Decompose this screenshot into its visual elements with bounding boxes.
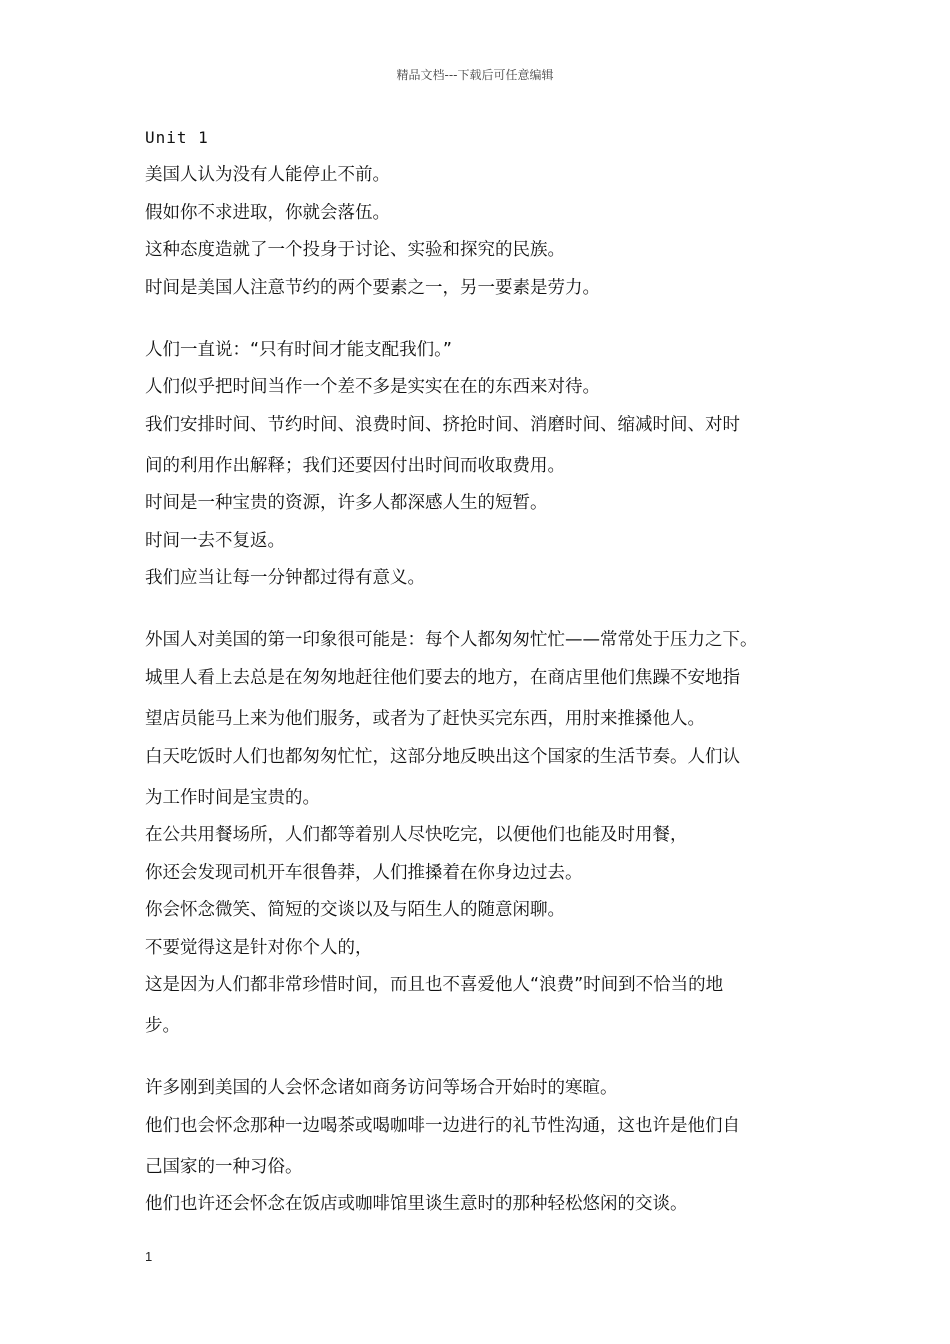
text-line: 这是因为人们都非常珍惜时间，而且也不喜爱他人“浪费”时间到不恰当的地: [145, 975, 724, 995]
text-line: 我们应当让每一分钟都过得有意义。: [145, 568, 425, 588]
text-line: 我们安排时间、节约时间、浪费时间、挤抢时间、消磨时间、缩减时间、对时: [145, 415, 740, 435]
text-line: 己国家的一种习俗。: [145, 1157, 303, 1177]
text-line: 步。: [145, 1016, 180, 1036]
text-line: 美国人认为没有人能停止不前。: [145, 165, 390, 185]
text-line: 白天吃饭时人们也都匆匆忙忙，这部分地反映出这个国家的生活节奏。人们认: [145, 747, 740, 767]
text-line: 许多刚到美国的人会怀念诸如商务访问等场合开始时的寒暄。: [145, 1078, 618, 1098]
text-line: 时间一去不复返。: [145, 531, 285, 551]
text-line: 在公共用餐场所，人们都等着别人尽快吃完，以便他们也能及时用餐，: [145, 825, 688, 845]
page-number: 1: [145, 1249, 153, 1264]
text-line: 间的利用作出解释；我们还要因付出时间而收取费用。: [145, 456, 565, 476]
text-line: 为工作时间是宝贵的。: [145, 788, 320, 808]
text-line: 望店员能马上来为他们服务，或者为了赶快买完东西，用肘来推搡他人。: [145, 709, 705, 729]
text-line: 时间是美国人注意节约的两个要素之一，另一要素是劳力。: [145, 278, 600, 298]
text-line: 人们一直说：“只有时间才能支配我们。”: [145, 340, 452, 360]
text-line: 人们似乎把时间当作一个差不多是实实在在的东西来对待。: [145, 377, 600, 397]
text-line: 你会怀念微笑、简短的交谈以及与陌生人的随意闲聊。: [145, 900, 565, 920]
text-line: 他们也许还会怀念在饭店或咖啡馆里谈生意时的那种轻松悠闲的交谈。: [145, 1194, 688, 1214]
text-line: 这种态度造就了一个投身于讨论、实验和探究的民族。: [145, 240, 565, 260]
text-line: 时间是一种宝贵的资源，许多人都深感人生的短暂。: [145, 493, 548, 513]
text-line: 外国人对美国的第一印象很可能是：每个人都匆匆忙忙——常常处于压力之下。: [145, 630, 758, 650]
unit-title: Unit 1: [145, 128, 209, 147]
page-header: 精品文档---下载后可任意编辑: [396, 68, 554, 82]
text-line: 城里人看上去总是在匆匆地赶往他们要去的地方，在商店里他们焦躁不安地指: [145, 668, 740, 688]
text-line: 假如你不求进取，你就会落伍。: [145, 203, 390, 223]
text-line: 他们也会怀念那种一边喝茶或喝咖啡一边进行的礼节性沟通，这也许是他们自: [145, 1116, 740, 1136]
text-line: 不要觉得这是针对你个人的，: [145, 938, 373, 958]
text-line: 你还会发现司机开车很鲁莽，人们推搡着在你身边过去。: [145, 863, 583, 883]
